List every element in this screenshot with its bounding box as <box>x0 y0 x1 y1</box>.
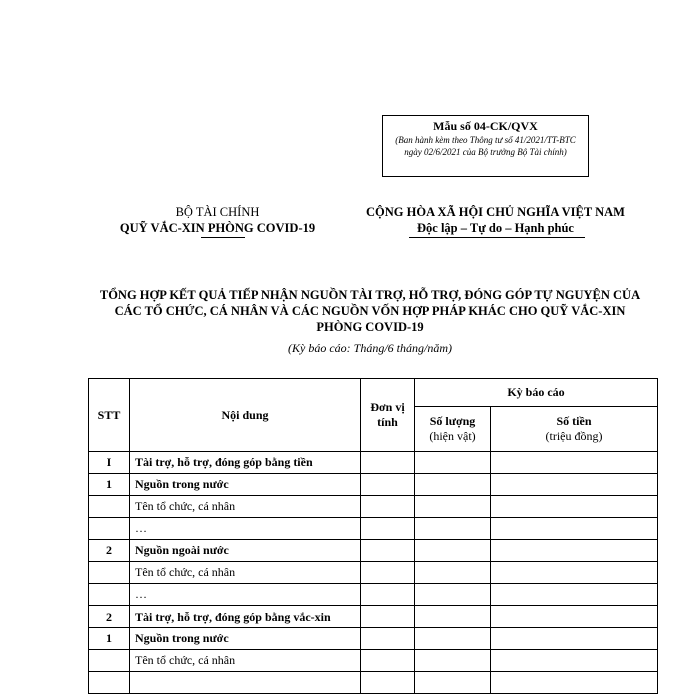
row-content: Tên tổ chức, cá nhân <box>130 496 361 518</box>
reporting-unit: QUỸ VẮC-XIN PHÒNG COVID-19 <box>119 221 316 235</box>
header-quantity-sub: (hiện vật) <box>429 429 476 443</box>
row-content: … <box>130 584 361 606</box>
report-period: (Kỳ báo cáo: Tháng/6 tháng/năm) <box>288 341 452 355</box>
agency-underline <box>201 237 245 238</box>
row-unit <box>361 628 415 650</box>
row-stt: 1 <box>89 628 130 650</box>
header-amount-label: Số tiền <box>556 414 592 428</box>
row-quantity <box>415 496 491 518</box>
row-unit <box>361 650 415 672</box>
table-row <box>89 606 658 628</box>
row-stt <box>89 496 130 518</box>
header-amount-sub: (triệu đồng) <box>545 429 603 443</box>
row-quantity <box>415 540 491 562</box>
national-header <box>343 204 648 236</box>
row-quantity <box>415 650 491 672</box>
header-unit: Đơn vị tính <box>361 379 415 452</box>
nation-motto: Độc lập – Tự do – Hạnh phúc <box>417 221 574 235</box>
parent-agency: BỘ TÀI CHÍNH <box>175 205 260 219</box>
header-quantity <box>415 407 491 452</box>
nation-name: CỘNG HÒA XÃ HỘI CHỦ NGHĨA VIỆT NAM <box>366 205 625 219</box>
row-stt <box>89 518 130 540</box>
row-stt <box>89 672 130 694</box>
row-quantity <box>415 518 491 540</box>
table-row <box>89 540 658 562</box>
row-content: Tên tổ chức, cá nhân <box>130 650 361 672</box>
row-unit <box>361 672 415 694</box>
row-quantity <box>415 584 491 606</box>
form-code: Mẫu số 04-CK/QVX <box>433 119 538 133</box>
row-content: … <box>130 518 361 540</box>
table-row <box>89 672 658 694</box>
row-amount <box>491 474 658 496</box>
table-row <box>89 474 658 496</box>
table-row <box>89 628 658 650</box>
row-amount <box>491 672 658 694</box>
row-quantity <box>415 628 491 650</box>
row-stt: 2 <box>89 540 130 562</box>
row-amount <box>491 452 658 474</box>
row-content: Nguồn ngoài nước <box>130 540 361 562</box>
row-unit <box>361 518 415 540</box>
row-quantity <box>415 562 491 584</box>
row-amount <box>491 540 658 562</box>
row-content: Nguồn trong nước <box>130 474 361 496</box>
row-stt <box>89 650 130 672</box>
row-unit <box>361 606 415 628</box>
row-unit <box>361 584 415 606</box>
row-amount <box>491 628 658 650</box>
form-code-box <box>382 115 589 177</box>
table-row <box>89 518 658 540</box>
row-stt: I <box>89 452 130 474</box>
row-amount <box>491 562 658 584</box>
row-stt: 2 <box>89 606 130 628</box>
form-issuance-note: (Ban hành kèm theo Thông tư số 41/2021/TT-BTC ngày 02/6/2021 của Bộ trưởng Bộ Tài chính) <box>395 135 576 157</box>
table-row <box>89 562 658 584</box>
header-stt: STT <box>89 379 130 452</box>
row-content <box>130 672 361 694</box>
row-amount <box>491 518 658 540</box>
row-content: Tên tổ chức, cá nhân <box>130 562 361 584</box>
row-unit <box>361 496 415 518</box>
row-quantity <box>415 452 491 474</box>
row-amount <box>491 584 658 606</box>
row-stt <box>89 562 130 584</box>
row-quantity <box>415 606 491 628</box>
row-unit <box>361 474 415 496</box>
row-content: Tài trợ, hỗ trợ, đóng góp bằng tiền <box>130 452 361 474</box>
row-unit <box>361 540 415 562</box>
row-content: Tài trợ, hỗ trợ, đóng góp bằng vắc-xin <box>130 606 361 628</box>
row-unit <box>361 452 415 474</box>
row-quantity <box>415 672 491 694</box>
header-quantity-label: Số lượng <box>429 414 476 428</box>
header-content: Nội dung <box>130 379 361 452</box>
table-row <box>89 452 658 474</box>
report-table <box>88 378 658 694</box>
table-row <box>89 584 658 606</box>
row-content: Nguồn trong nước <box>130 628 361 650</box>
header-amount <box>491 407 658 452</box>
row-amount <box>491 496 658 518</box>
table-row <box>89 650 658 672</box>
header-period: Kỳ báo cáo <box>415 379 658 407</box>
row-unit <box>361 562 415 584</box>
motto-underline <box>409 237 585 238</box>
row-stt: 1 <box>89 474 130 496</box>
row-amount <box>491 650 658 672</box>
row-stt <box>89 584 130 606</box>
table-row <box>89 496 658 518</box>
row-amount <box>491 606 658 628</box>
report-title: TỔNG HỢP KẾT QUẢ TIẾP NHẬN NGUỒN TÀI TRỢ, HỖ TRỢ, ĐÓNG GÓP TỰ NGUYỆN CỦA CÁC TỔ CHỨC, CÁ NHÂN VÀ CÁC NGUỒN VỐN HỢP PHÁP KHÁC CHO QUỸ VẮC-XIN PHÒNG COVID-19 <box>99 288 641 334</box>
agency-header <box>100 204 335 236</box>
row-quantity <box>415 474 491 496</box>
